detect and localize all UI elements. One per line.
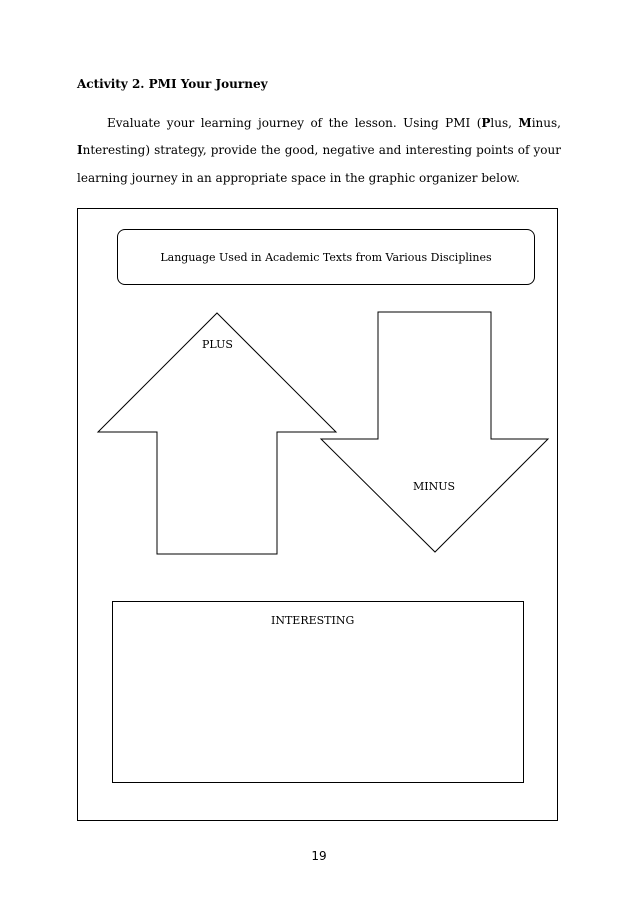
page-number: 19	[311, 849, 327, 863]
minus-rest: inus,	[531, 116, 561, 130]
interesting-box[interactable]	[112, 601, 524, 783]
minus-down-arrow[interactable]	[321, 312, 548, 552]
plus-rest: lus,	[490, 116, 519, 130]
plus-initial: P	[481, 116, 491, 130]
instructions-line-3: learning journey in an appropriate space in the graphic organizer below.	[77, 171, 520, 185]
activity-heading: Activity 2. PMI Your Journey	[77, 77, 268, 91]
plus-label: PLUS	[202, 338, 233, 351]
instructions-text-2: nteresting) strategy, provide the good, negative and interesting points of your	[82, 143, 561, 157]
instructions-text-1: Evaluate your learning journey of the lesson. Using PMI (	[107, 116, 482, 130]
minus-initial: M	[518, 116, 532, 130]
interesting-label: INTERESTING	[271, 614, 355, 627]
interesting-initial: I	[77, 143, 83, 157]
topic-text: Language Used in Academic Texts from Various Disciplines	[160, 250, 492, 264]
minus-label: MINUS	[413, 480, 456, 493]
